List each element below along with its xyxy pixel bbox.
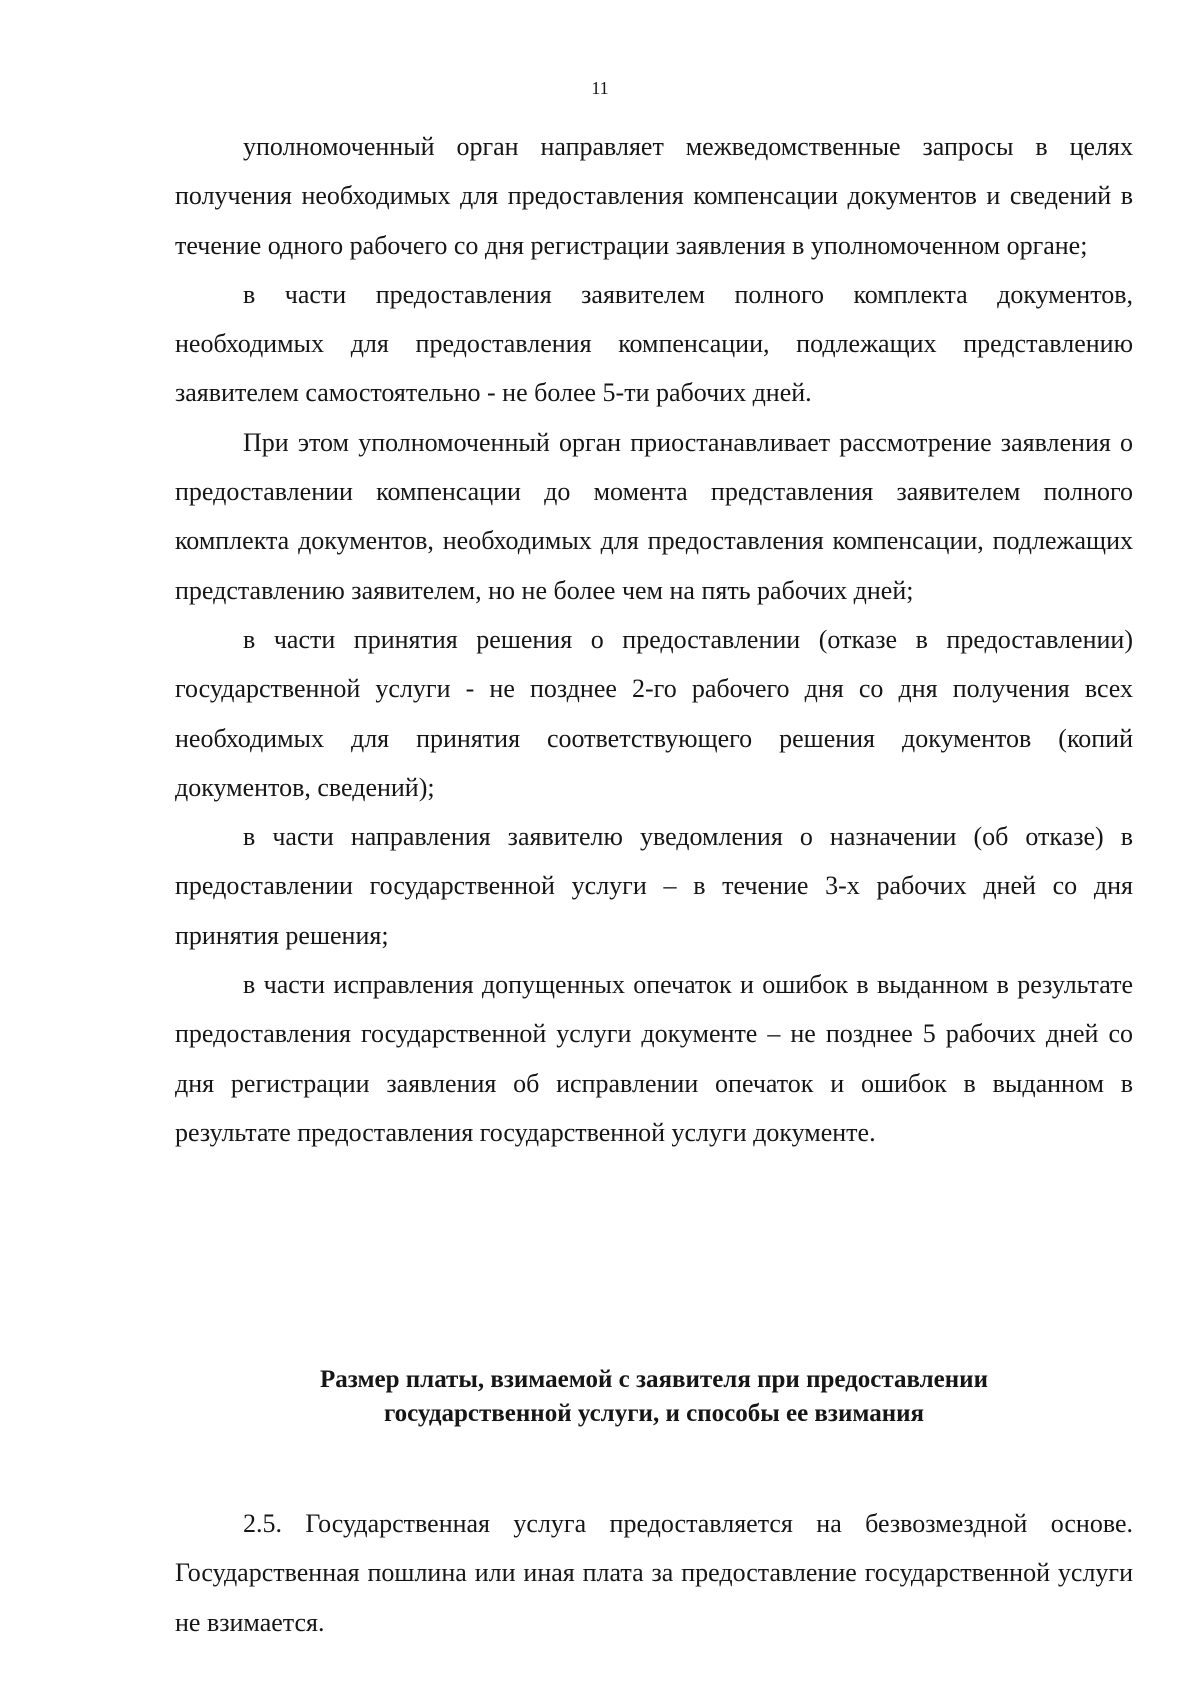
- section-heading-line-2: государственной услуги, и способы ее взимания: [383, 1400, 925, 1427]
- section-heading: [175, 1363, 1133, 1431]
- body-text: [175, 122, 1133, 1157]
- paragraph-suspension: При этом уполномоченный орган приостанавливает рассмотрение заявления о предоставлении компенсации до момента представления заявителем полного комплекта документов, необходимых для предоставления компенсации, подлежащих представлению заявителем, но не более чем на пять рабочих дней;: [175, 427, 1133, 605]
- paragraph-interagency-requests: уполномоченный орган направляет межведомственные запросы в целях получения необходимых для предоставления компенсации документов и сведений в течение одного рабочего со дня регистрации заявления в уполномоченном органе;: [175, 132, 1133, 260]
- paragraph-fee-free: 2.5. Государственная услуга предоставляется на безвозмездной основе. Государственная пошлина или иная плата за предоставление государственной услуги не взимается.: [175, 1509, 1133, 1637]
- paragraph-documents-submission: в части предоставления заявителем полного комплекта документов, необходимых для предоставления компенсации, подлежащих представлению заявителем самостоятельно - не более 5-ти рабочих дней.: [175, 279, 1133, 408]
- paragraph-decision: в части принятия решения о предоставлении (отказе в предоставлении) государственной услуги - не позднее 2-го рабочего дня со дня получения всех необходимых для принятия соответствующего решения документов (копий документов, сведений);: [175, 624, 1133, 802]
- section-heading-line-1: Размер платы, взимаемой с заявителя при предоставлении: [320, 1366, 988, 1393]
- closing-text: [175, 1499, 1133, 1647]
- paragraph-notification: в части направления заявителю уведомления о назначении (об отказе) в предоставлении государственной услуги – в течение 3-х рабочих дней со дня принятия решения;: [175, 822, 1133, 950]
- page-number: 11: [591, 78, 609, 98]
- paragraph-corrections: в части исправления допущенных опечаток и ошибок в выданном в результате предоставления государственной услуги документе – не позднее 5 рабочих дней со дня регистрации заявления об исправлении опечаток и ошибок в выданном в результате предоставления государственной услуги документе.: [175, 970, 1133, 1147]
